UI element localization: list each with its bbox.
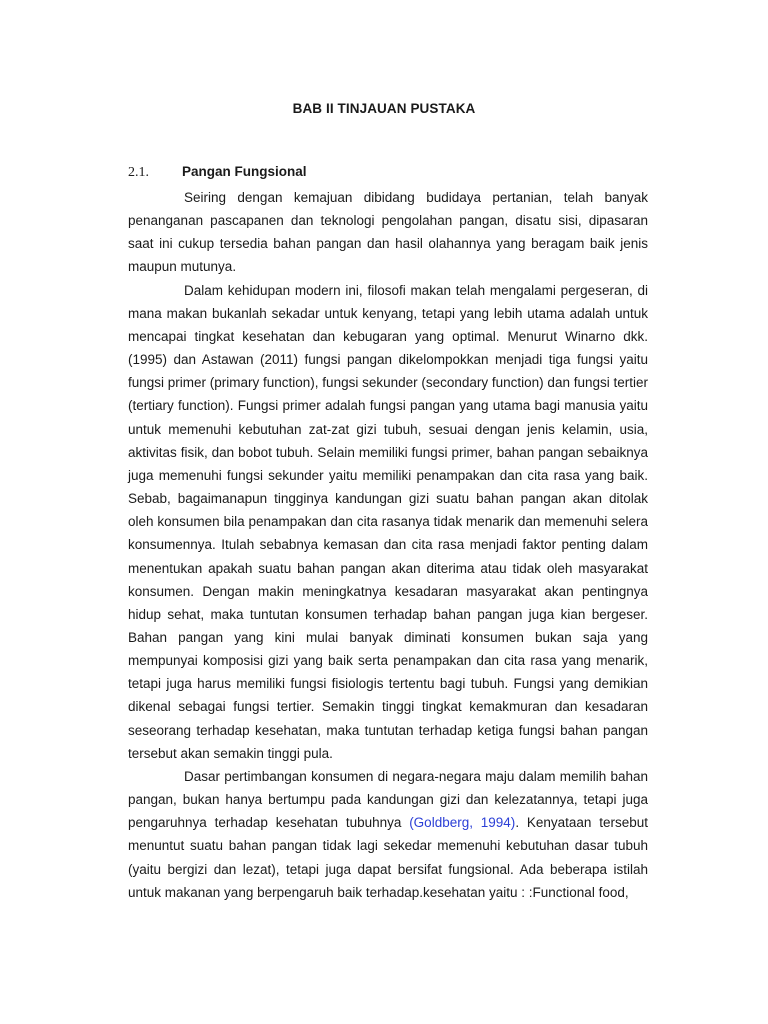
paragraph-3-text-after: . Kenyataan tersebut menuntut suatu bahan pangan tidak lagi sekedar memenuhi kebutuhan dasar tubuh (yaitu bergizi dan lezat), tetapi juga dapat bersifat fungsional. Ada beberapa istilah untuk makanan yang berpengaruh baik terhadap.kesehatan yaitu : :Functional food, — [128, 815, 649, 900]
section-title: Pangan Fungsional — [182, 164, 307, 179]
section-number: 2.1. — [128, 165, 149, 180]
chapter-title: BAB II TINJAUAN PUSTAKA — [292, 101, 476, 116]
paragraph-3 — [128, 765, 648, 904]
paragraph-2: Dalam kehidupan modern ini, filosofi makan telah mengalami pergeseran, di mana makan bukanlah sekadar untuk kenyang, tetapi yang lebih utama adalah untuk mencapai tingkat kesehatan dan kebugaran yang optimal. Menurut Winarno dkk.(1995) dan Astawan (2011) fungsi pangan dikelompokkan menjadi tiga fungsi yaitu fungsi primer (primary function), fungsi sekunder (secondary function) dan fungsi tertier (tertiary function). Fungsi primer adalah fungsi pangan yang utama bagi manusia yaitu untuk memenuhi kebutuhan zat-zat gizi tubuh, sesuai dengan jenis kelamin, usia, aktivitas fisik, dan bobot tubuh. Selain memiliki fungsi primer, bahan pangan sebaiknya juga memenuhi fungsi sekunder yaitu memiliki penampakan dan cita rasa yang baik. Sebab, bagaimanapun tingginya kandungan gizi suatu bahan pangan akan ditolak oleh konsumen bila penampakan dan cita rasanya tidak menarik dan memenuhi selera konsumennya. Itulah sebabnya kemasan dan cita rasa menjadi faktor penting dalam menentukan apakah suatu bahan pangan akan diterima atau tidak oleh masyarakat konsumen. Dengan makin meningkatnya kesadaran masyarakat akan pentingnya hidup sehat, maka tuntutan konsumen terhadap bahan pangan juga kian bergeser. Bahan pangan yang kini mulai banyak diminati konsumen bukan saja yang mempunyai komposisi gizi yang baik serta penampakan dan cita rasa yang menarik, tetapi juga harus memiliki fungsi fisiologis tertentu bagi tubuh. Fungsi yang demikian dikenal sebagai fungsi tertier. Semakin tinggi tingkat kemakmuran dan kesadaran seseorang terhadap kesehatan, maka tuntutan terhadap ketiga fungsi bahan pangan tersebut akan semakin tinggi pula. — [128, 282, 648, 761]
paragraph-3-text-before: Dasar pertimbangan konsumen di negara-negara maju dalam memilih bahan pangan, bukan hanya bertumpu pada kandungan gizi dan kelezatannya, tetapi juga pengaruhnya terhadap kesehatan tubuhnya — [128, 768, 648, 831]
section-heading — [128, 164, 648, 181]
body-text — [128, 186, 648, 904]
paragraph-1: Seiring dengan kemajuan dibidang budidaya pertanian, telah banyak penanganan pascapanen dan teknologi pengolahan pangan, disatu sisi, dipasaran saat ini cukup tersedia bahan pangan dan hasil olahannya yang beragam baik jenis maupun mutunya. — [128, 190, 648, 275]
citation-link-goldberg[interactable]: (Goldberg, 1994) — [409, 815, 516, 831]
